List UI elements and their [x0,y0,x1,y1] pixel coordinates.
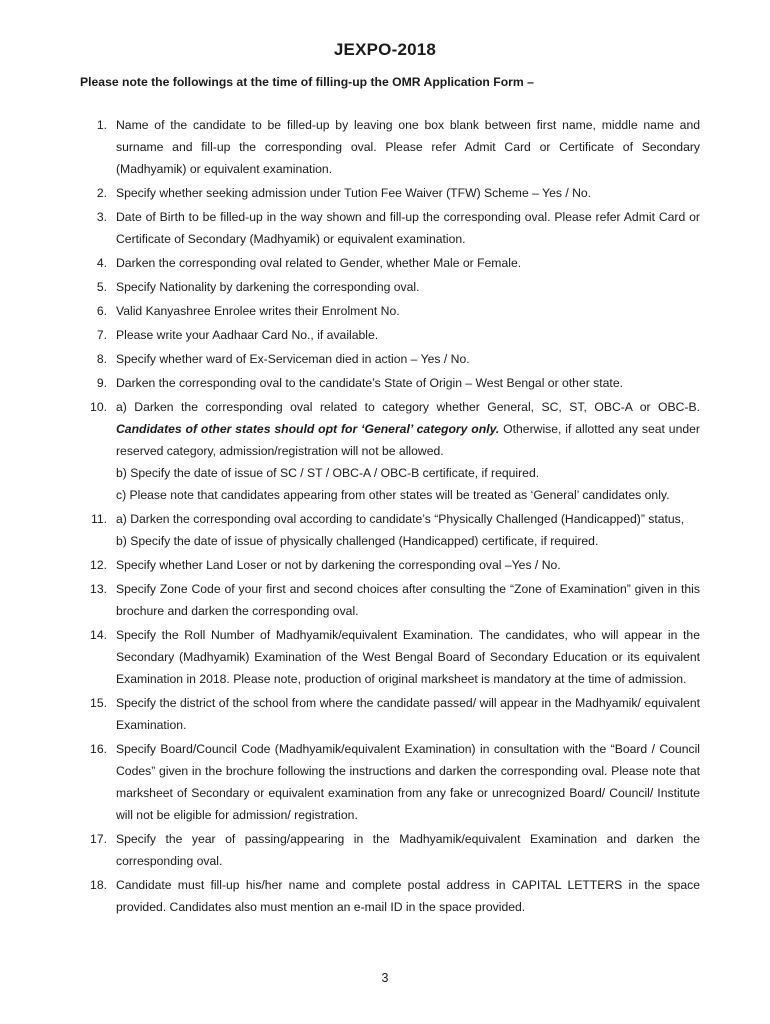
list-item [80,348,700,370]
item-text: Specify Board/Council Code (Madhyamik/equivalent Examination) in consultation with the “Board / Council Codes” given in the brochure following the instructions and darken the corresponding oval. Please note that marksheet of Secondary or equivalent examination from any fake or unrecognized Board/ Council/ Institute will not be eligible for admission/ registration. [116,742,700,822]
list-item [80,874,700,918]
list-item [80,554,700,576]
item-text: Darken the corresponding oval related to Gender, whether Male or Female. [116,256,522,270]
list-item [80,252,700,274]
item-part-a-rest: Otherwise, if allotted any seat under reserved category, admission/registration will not be allowed. [116,422,700,458]
list-item [80,206,700,250]
item-text: Specify whether ward of Ex-Serviceman died in action – Yes / No. [116,352,470,366]
item-part-a: a) Darken the corresponding oval according to candidate’s “Physically Challenged (Handicapped)” status, [116,512,685,526]
document-title: JEXPO-2018 [333,40,437,59]
item-text: Specify Zone Code of your first and second choices after consulting the “Zone of Examination” given in this brochure and darken the corresponding oval. [116,582,700,618]
item-part-b: b) Specify the date of issue of SC / ST / OBC-A / OBC-B certificate, if required. [116,466,540,480]
item-text: Specify Nationality by darkening the corresponding oval. [116,280,420,294]
item-part-a-text: a) Darken the corresponding oval related to category whether General, SC, ST, OBC-A or OBC-B. [116,400,700,414]
item-number: 13. [90,582,107,596]
item-number: 12. [90,558,107,572]
list-item [80,114,700,180]
instructions-heading: Please note the followings at the time of filling-up the OMR Application Form – [80,75,534,89]
item-text: Specify the year of passing/appearing in the Madhyamik/equivalent Examination and darken the corresponding oval. [116,832,700,868]
list-item [80,324,700,346]
item-number: 11. [90,512,107,526]
list-item [80,300,700,322]
item-number: 3. [96,210,107,224]
item-emphasis: Candidates of other states should opt for ‘General’ category only. [116,422,500,436]
item-text: Date of Birth to be filled-up in the way shown and fill-up the corresponding oval. Please refer Admit Card or Certificate of Secondary (Madhyamik) or equivalent examination. [116,210,700,246]
item-number: 7. [96,328,107,342]
list-item [80,396,700,506]
list-item [80,276,700,298]
item-number: 4. [96,256,107,270]
item-text: Specify the Roll Number of Madhyamik/equivalent Examination. The candidates, who will appear in the Secondary (Madhyamik) Examination of the West Bengal Board of Secondary Education or its equivalent Examination in 2018. Please note, production of original marksheet is mandatory at the time of admission. [116,628,700,686]
item-number: 2. [96,186,107,200]
item-number: 18. [90,878,107,892]
list-item [80,828,700,872]
item-part-a [116,396,700,462]
list-item [80,738,700,826]
item-text: Darken the corresponding oval to the candidate’s State of Origin – West Bengal or other state. [116,376,623,390]
item-number: 10. [90,400,107,414]
instruction-list [80,114,700,920]
page-number: 3 [381,971,389,985]
item-number: 14. [90,628,107,642]
list-item [80,578,700,622]
item-number: 9. [96,376,107,390]
item-text: Specify the district of the school from where the candidate passed/ will appear in the Madhyamik/ equivalent Examination. [116,696,700,732]
list-item [80,692,700,736]
item-part-c: c) Please note that candidates appearing from other states will be treated as ‘General’ candidates only. [116,488,670,502]
item-text: Candidate must fill-up his/her name and complete postal address in CAPITAL LETTERS in the space provided. Candidates also must mention an e-mail ID in the space provided. [116,878,700,914]
item-text: Specify whether seeking admission under Tution Fee Waiver (TFW) Scheme – Yes / No. [116,186,592,200]
list-item [80,508,700,552]
item-text: Please write your Aadhaar Card No., if available. [116,328,379,342]
item-number: 6. [96,304,107,318]
item-part-b: b) Specify the date of issue of physically challenged (Handicapped) certificate, if required. [116,534,599,548]
list-item [80,372,700,394]
item-number: 15. [90,696,107,710]
item-number: 8. [96,352,107,366]
list-item [80,182,700,204]
item-text: Specify whether Land Loser or not by darkening the corresponding oval –Yes / No. [116,558,561,572]
item-text: Valid Kanyashree Enrolee writes their Enrolment No. [116,304,400,318]
item-number: 16. [90,742,107,756]
item-number: 17. [90,832,107,846]
list-item [80,624,700,690]
item-number: 5. [96,280,107,294]
item-text: Name of the candidate to be filled-up by leaving one box blank between first name, middle name and surname and fill-up the corresponding oval. Please refer Admit Card or Certificate of Secondary (Madhyamik) or equivalent examination. [116,118,700,176]
item-number: 1. [96,118,107,132]
